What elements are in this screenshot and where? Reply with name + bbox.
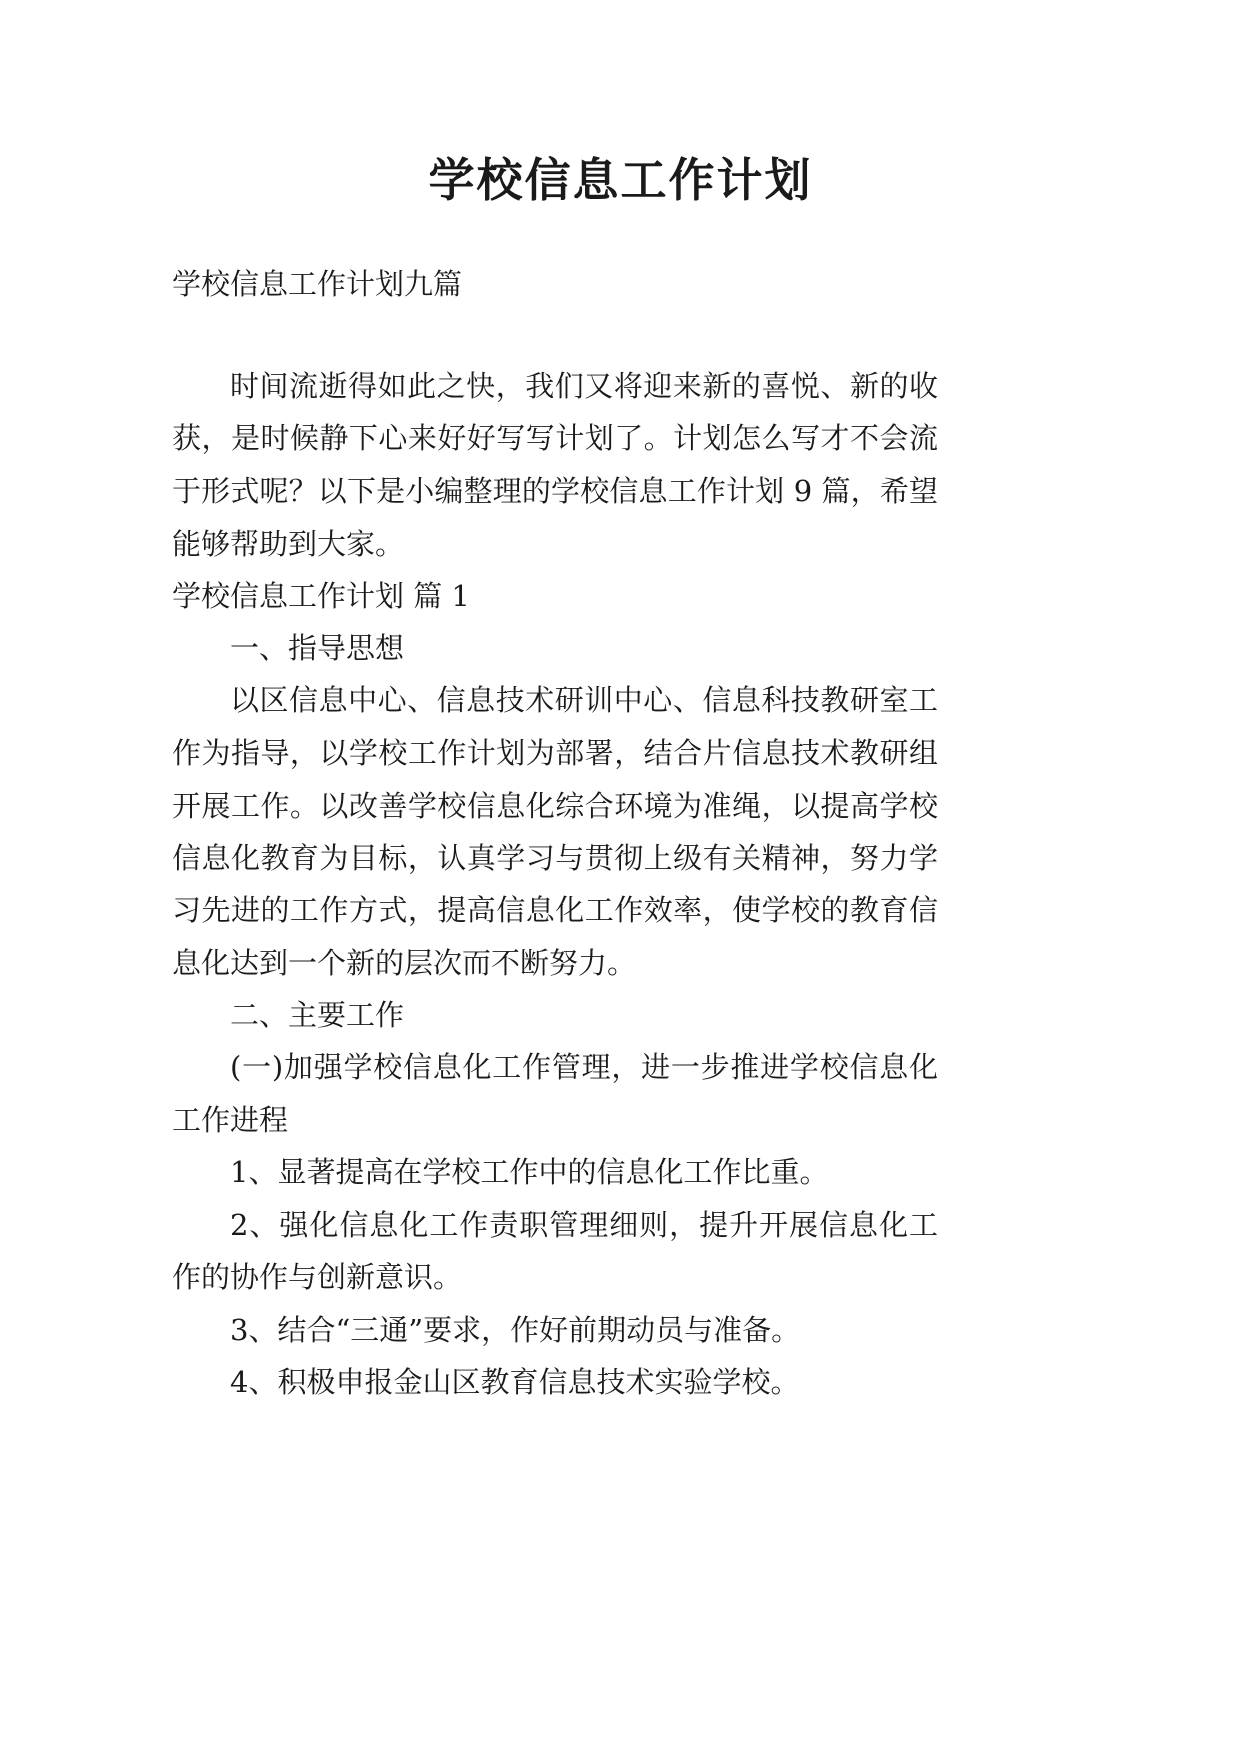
list-item: 2、强化信息化工作责职管理细则，提升开展信息化工	[230, 1208, 938, 1242]
list-item: 3、结合“三通”要求，作好前期动员与准备。	[230, 1313, 801, 1347]
intro-line: 时间流逝得如此之快，我们又将迎来新的喜悦、新的收	[230, 369, 938, 403]
part1-body-line: 习先进的工作方式，提高信息化工作效率，使学校的教育信	[172, 893, 938, 927]
part1-heading: 一、指导思想	[230, 631, 405, 665]
document-title: 学校信息工作计划	[428, 153, 813, 207]
sub1-heading-line: (一)加强学校信息化工作管理，进一步推进学校信息化	[230, 1050, 938, 1084]
part1-body-line: 作为指导，以学校工作计划为部署，结合片信息技术教研组	[172, 736, 938, 770]
part1-body-line: 信息化教育为目标，认真学习与贯彻上级有关精神，努力学	[172, 841, 938, 875]
document-subtitle: 学校信息工作计划九篇	[172, 267, 463, 301]
list-item: 1、显著提高在学校工作中的信息化工作比重。	[230, 1155, 829, 1189]
intro-line: 于形式呢？以下是小编整理的学校信息工作计划 9 篇，希望	[172, 474, 938, 508]
intro-line: 能够帮助到大家。	[172, 527, 405, 561]
part1-body-line: 以区信息中心、信息技术研训中心、信息科技教研室工	[230, 683, 938, 717]
list-item: 4、积极申报金山区教育信息技术实验学校。	[230, 1365, 800, 1399]
sub1-heading-line: 工作进程	[172, 1103, 289, 1137]
part2-heading: 二、主要工作	[230, 998, 405, 1032]
section-heading: 学校信息工作计划 篇 1	[172, 579, 470, 613]
list-item-continuation: 作的协作与创新意识。	[172, 1260, 463, 1294]
part1-body-line: 开展工作。以改善学校信息化综合环境为准绳，以提高学校	[172, 789, 938, 823]
intro-line: 获，是时候静下心来好好写写计划了。计划怎么写才不会流	[172, 421, 938, 455]
part1-body-line: 息化达到一个新的层次而不断努力。	[172, 946, 637, 980]
